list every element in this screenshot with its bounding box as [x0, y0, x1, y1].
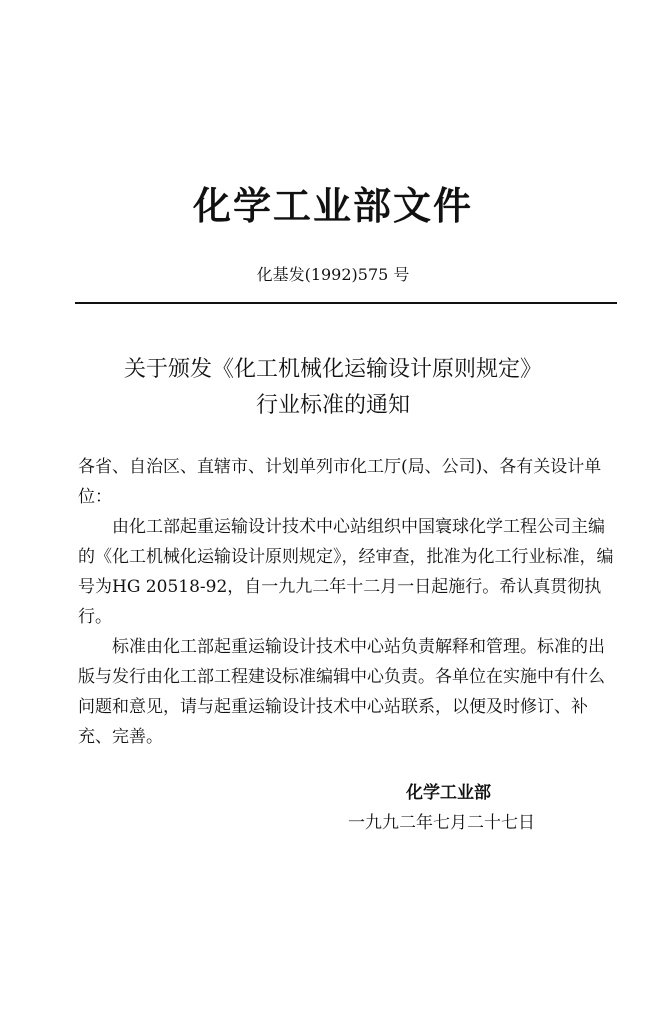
notice-title [0, 352, 666, 424]
notice-title-line-1: 关于颁发《化工机械化运输设计原则规定》 [123, 357, 542, 382]
body-paragraph-1: 由化工部起重运输设计技术中心站组织中国寰球化学工程公司主编的《化工机械化运输设计原则规定》，经审查，批准为化工行业标准，编号为HG 20518-92，自一九九二年十二月一日起施行。希认真贯彻执行。 [78, 517, 614, 627]
document-header-title: 化学工业部文件 [192, 183, 473, 228]
signature-block [348, 778, 578, 838]
notice-title-line-2: 行业标准的通知 [255, 393, 410, 418]
header-divider [75, 302, 617, 304]
salutation: 各省、自治区、直辖市、计划单列市化工厅(局、公司)、各有关设计单位： [78, 457, 602, 507]
body-paragraph-2: 标准由化工部起重运输设计技术中心站负责解释和管理。标准的出版与发行由化工部工程建设标准编辑中心负责。各单位在实施中有什么问题和意见，请与起重运输设计技术中心站联系，以便及时修订、补充、完善。 [78, 637, 605, 747]
notice-body [78, 452, 620, 752]
signature-date: 一九九二年七月二十七日 [348, 813, 535, 833]
signature-organization: 化学工业部 [406, 783, 491, 803]
document-number: 化基发(1992)575 号 [256, 265, 410, 284]
